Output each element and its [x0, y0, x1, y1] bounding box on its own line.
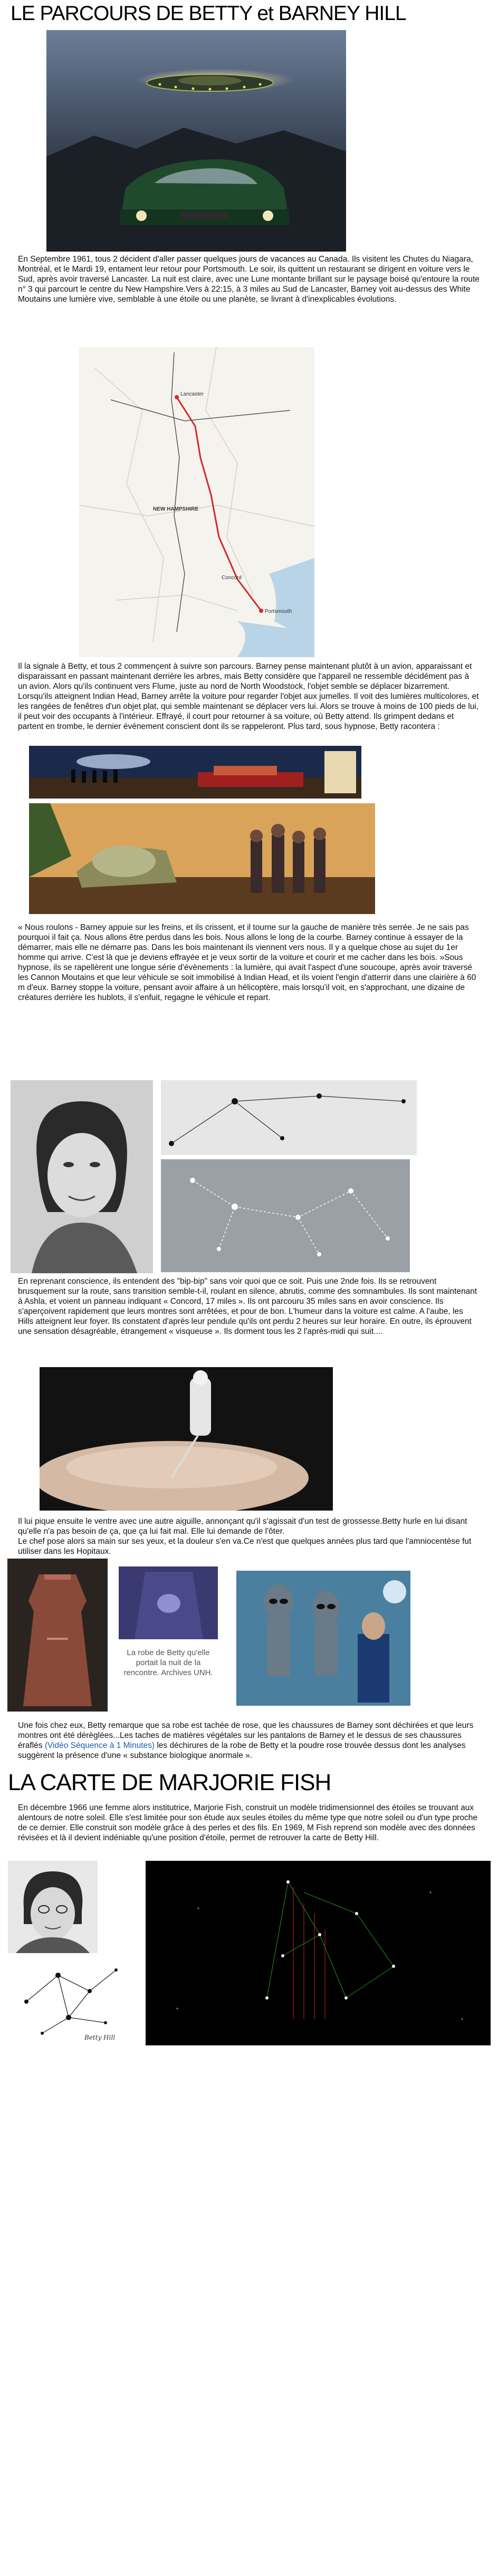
- map-label-concord: Concord: [222, 575, 242, 581]
- test-paragraph-a: Il lui pique ensuite le ventre avec une autre aiguille, annonçant qu'il s'agissait d'un test de grossesse.Betty hurle en lui disant qu'elle n'a pas besoin de ça, que ça lui fait mal. Elle lui demande de l'ôter.: [18, 1517, 467, 1536]
- intro-paragraph: En Septembre 1961, tous 2 décident d'aller passer quelques jours de vacances au Canada. Ils visitent les Chutes du Niagara, Montréal, et le Mardi 19, entament leur retour pour Portsmouth. Le soir, ils quittent un restaurant se dirigent en voiture vers le Sud, après avoir traversé Lancaster. La nuit est claire, avec une Lune montante brillant sur le paysage boisé qu'entoure la route n° 3 qui parcourt le centre du New Hampshire.Vers à 22:15, à 3 miles au Sud de Lancaster, Barney voit au-dessus des White Moutains une lumière vive, semblable à une étoile ou une planète, se livrant à d'inexplicables évolutions.: [18, 255, 480, 304]
- section-title-marjorie-fish: LA CARTE DE MARJORIE FISH: [8, 1770, 331, 1795]
- map-label-lancaster: Lancaster: [180, 391, 204, 397]
- sketch-signature: Betty Hill: [84, 2034, 116, 2041]
- route-map: [79, 347, 314, 657]
- return-paragraph: En reprenant conscience, ils entendent des "bip-bip" sans voir quoi que ce soit. Puis une 2nde fois. Ils se retrouvent brusquement sur la route, sans transition semble-t-il, roulant en silence, abrutis, comme des somnambules. Ils sont maintenant à Ashla, et voient un panneau indiquant « Concord, 17 miles ». Ils ont parcouru 35 miles sans en avoir conscience. Ils s'aperçoivent rapidement que leurs montres sont arrêtées, et pour de bon. L'humeur dans la voiture est calme. A l'aube, les Hills atteignent leur foyer. Ils constatent d'après leur pendule qu'ils ont perdu 2 heures sur leur horaire. En outre, ils éprouvent une sensation désagréable, étrangement « visqueuse ». Ils dorment tous les 2 l'après-midi qui suit....: [18, 1277, 477, 1336]
- video-link[interactable]: (Vidéo Séquence à 1 Minutes): [44, 1741, 155, 1750]
- alien-examination-illustration: [236, 1571, 410, 1706]
- page-title: LE PARCOURS DE BETTY et BARNEY HILL: [11, 2, 406, 25]
- test-paragraph-b: Le chef pose alors sa main sur ses yeux, et la douleur s'en va.Ce n'est que quelques années plus tard que l'amniocentèse fut utiliser dans les Hopitaux.: [18, 1537, 472, 1556]
- betty-hill-star-sketch: [11, 1959, 137, 2044]
- star-model-diagram: [146, 1861, 491, 2045]
- dress-caption: La robe de Betty qu'elle portait la nuit de la rencontre. Archives UNH.: [123, 1648, 213, 1677]
- betty-dress-photo: [7, 1559, 108, 1712]
- ufo-car-illustration: [46, 30, 346, 252]
- betty-hill-portrait: [11, 1080, 153, 1273]
- marjorie-fish-portrait: [8, 1861, 98, 1953]
- comic-panel-landing: [29, 746, 361, 799]
- evidence-paragraph: Une fois chez eux, Betty remarque que sa robe est tachée de rose, que les chaussures de Barney sont déchirées et que leurs montres ont été dérèglées...Les taches de matières végétales sur les pantalons de Barney et le dessus de ses chaussures éraflés (Vidéo Séquence à 1 Minutes) les déchirures de la robe de Betty et la poudre rose trouvée dessus dont les analyses suggèrent la présence d'une « substance biologique anormale ».: [18, 1721, 474, 1760]
- map-label-state: NEW HAMPSHIRE: [153, 506, 199, 512]
- hypnosis-paragraph: « Nous roulons - Barney appuie sur les freins, et ils crissent, et il tourne sur la gauche de manière très serrée. Je ne sais pas pourquoi il fait ça. Nous allons être perdus dans les bois. Nous allons le long de la courbe. Barney continue à essayer de la démarrer, mais elle ne démarre pas. Dans les bois maintenant ils viennent vers nous. Il y a quelque chose au sujet du 1er homme qui arrive. C'est là que je deviens effrayée et je veux sortir de la voiture et courir et me cacher dans les bois. »Sous hypnose, ils se rapellèrent une longue série d'évènements : la lumière, qui avait l'aspect d'une soucoupe, après avoir traversé les Cannon Moutains et que leur véhicule se soit immobilisé à Indian Head, et ils voient l'engin d'atterrir dans une clairière à 60 m d'eux. Barney stoppe la voiture, pensant avoir affaire à un hélicoptère, mais lorsqu'il voit, en s'approchant, une dizaine de créatures derrière les hublots, il s'enfuit, regagne le véhicule et repart.: [18, 923, 476, 1002]
- needle-illustration: [40, 1367, 333, 1511]
- sighting-paragraph: Il la signale à Betty, et tous 2 commençent à suivre son parcours. Barney pense maintenant plutôt à un avion, apparaissant et disparaissant en passant maintenant derrière les arbres, mais Betty considère que l'appareil ne ressemble décidément pas à un avion. Alors qu'ils continuent vers Flume, juste au nord de North Woodstock, l'objet semble se déplacer bizarrement. Lorsqu'ils atteignent Indian Head, Barney arrête la voiture pour regarder l'objet aux jumelles. Il voit des lumières multicolores, et les rangées de fenêtres d'un objet plat, qui semble maintenant se déplacer vers lui. Alors se trouve à moins de 100 pieds de lui, il peut voir des occupants à l'intérieur. Effrayé, il court pour retourner à sa voiture, où Betty attend. Ils grimpent dedans et partent en trombe, le dernier événement conscient dont ils se rappeleront. Plus tard, sous hypnose, Betty racontera :: [18, 662, 479, 731]
- star-map-sketch-top: [161, 1080, 417, 1155]
- map-label-portsmouth: Portsmouth: [265, 609, 292, 614]
- betty-dress-closeup: [119, 1566, 218, 1639]
- comic-panel-aliens: [29, 803, 375, 914]
- star-map-sketch-bottom: [161, 1159, 410, 1272]
- marjorie-fish-paragraph: En décembre 1966 une femme alors institutrice, Marjorie Fish, construit un modèle tridimensionnel des étoiles se trouvant aux alentours de notre soleil. Elle s'est limitée pour son étude aux seules étoiles du même type que notre soleil ou d'un type proche de ce dernier. Elle construit son modèle grâce à des perles et des fils. En 1969, M Fish reprend son modèle avec des données révisées et là il devient indéniable qu'une position d'étoile, permet de retrouver la carte de Betty Hill.: [18, 1803, 477, 1842]
